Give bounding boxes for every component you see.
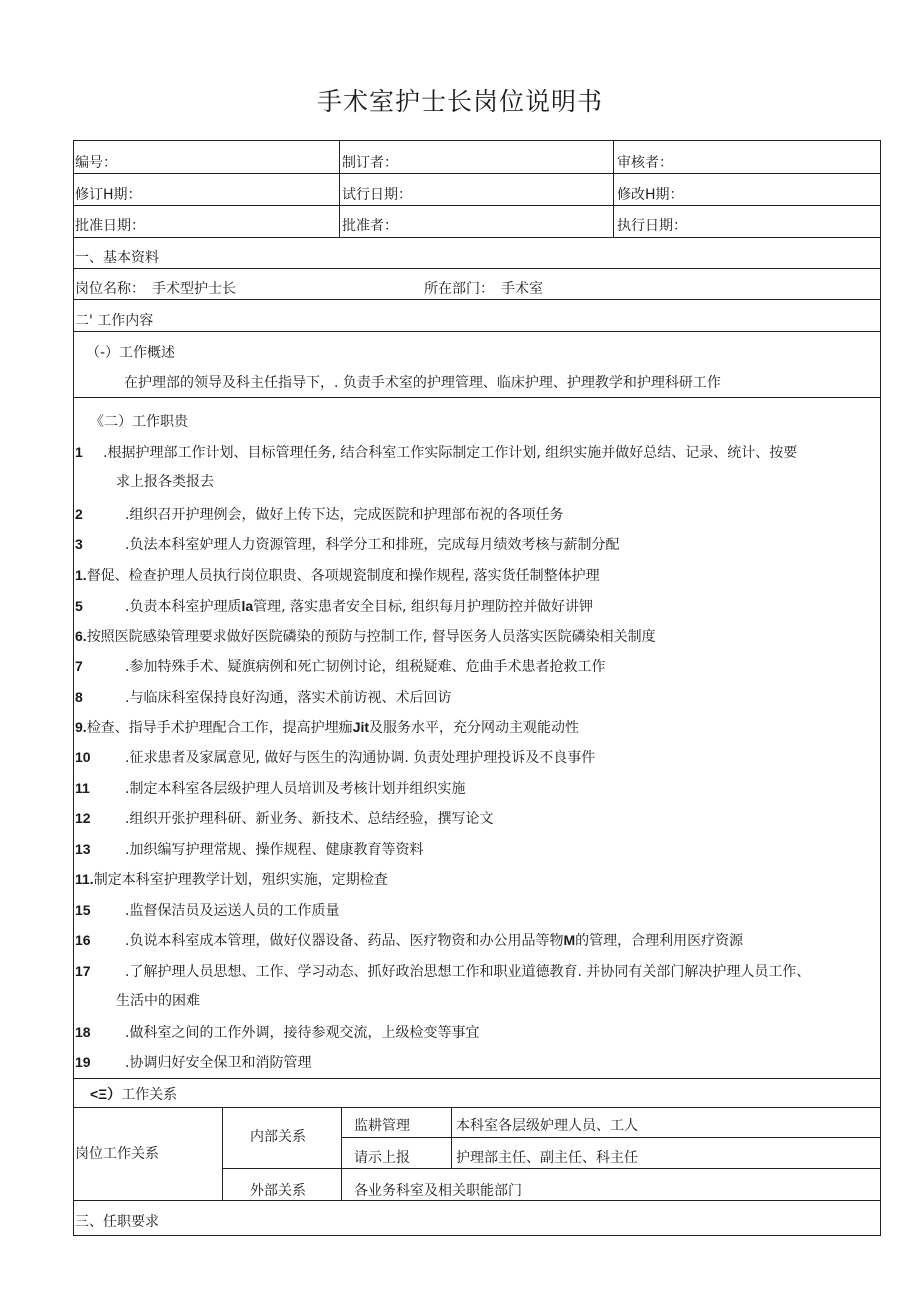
row-divider bbox=[73, 331, 881, 332]
duty-item bbox=[116, 473, 214, 491]
duty-text: 督促、检查护理人员执行岗位职贵、各项规瓷制度和操作规程, 落实货任制整体护理 bbox=[86, 568, 600, 584]
duty-item bbox=[75, 870, 388, 889]
row-divider bbox=[73, 173, 881, 174]
duty-item bbox=[75, 779, 465, 798]
duty-item bbox=[75, 809, 493, 828]
column-divider bbox=[451, 1107, 452, 1168]
duty-text: 生活中的困难 bbox=[116, 993, 200, 1009]
column-divider bbox=[222, 1107, 223, 1200]
duty-item bbox=[75, 718, 579, 737]
reviewer-label: 审核者： bbox=[617, 155, 673, 171]
duty-item bbox=[75, 443, 797, 462]
duty-text-continued: 的管理，合理利用医疗资源 bbox=[575, 933, 744, 949]
internal-relations-label: 内部关系 bbox=[250, 1129, 306, 1145]
row-divider bbox=[73, 1078, 881, 1079]
duty-text: .协调归好安全保卫和消防管理 bbox=[125, 1055, 312, 1071]
duties-heading: 《二）工作职贵 bbox=[90, 414, 188, 430]
duty-number: 13 bbox=[75, 841, 91, 857]
duty-text: 制定本科室护理教学计划，殂织实施，定期检査 bbox=[93, 872, 388, 888]
relations-heading-mark: <Ξ） bbox=[90, 1086, 122, 1102]
duty-number: 19 bbox=[75, 1054, 91, 1070]
duty-text: .负说本科室成本管理，做好仪器设备、药品、医疗物资和办公用品等物 bbox=[125, 933, 564, 949]
duty-number: 18 bbox=[75, 1024, 91, 1040]
duty-text: .监督保洁员及运送人员的工作质量 bbox=[125, 903, 340, 919]
row-divider bbox=[73, 237, 881, 238]
duty-text: 检查、指导手术护理配合工作，提高护埋痂 bbox=[86, 720, 353, 736]
row-divider bbox=[222, 1168, 881, 1169]
department-value: 手术室 bbox=[501, 281, 543, 297]
duty-item bbox=[75, 1023, 479, 1042]
department-label: 所在部门： bbox=[424, 281, 494, 297]
duty-item bbox=[75, 505, 563, 524]
approve-date-label: 批准日期： bbox=[75, 218, 145, 234]
duty-item bbox=[75, 901, 339, 920]
modify-date-label: 修改H期： bbox=[617, 187, 684, 203]
position-name-label: 岗位名称： bbox=[75, 281, 145, 297]
duty-text: .征求患者及家属意见, 做好与医生的沟通协调. 负责处理护理投诉及不良事件 bbox=[125, 750, 596, 766]
row-divider bbox=[73, 205, 881, 206]
code-label: 编号： bbox=[75, 155, 117, 171]
duty-bold-fragment: la bbox=[241, 598, 254, 614]
duty-bold-fragment: Jit bbox=[352, 719, 370, 735]
duty-item bbox=[75, 748, 595, 767]
duty-item bbox=[75, 566, 600, 585]
duty-number: 16 bbox=[75, 932, 91, 948]
duty-item bbox=[116, 992, 200, 1010]
duty-number: 11. bbox=[75, 871, 94, 887]
duty-number: 12 bbox=[75, 810, 91, 826]
report-label: 请示上报 bbox=[354, 1150, 410, 1166]
duty-text: 按照医院感染管理要求做好医院磷染的预防与控制工作, 督导医务人员落实医院磷染相关制度 bbox=[86, 629, 656, 645]
page-title: 手术室护士长岗位说明书 bbox=[316, 87, 603, 116]
duty-text: .做科室之间的工作外调，接待参观交流，上级检变等事宜 bbox=[125, 1025, 480, 1041]
duty-text: .了解护理人员思想、工作、学习动态、抓好政治思想工作和职业道德教育. 并协同有关部门解决护理人员工作、 bbox=[125, 964, 811, 980]
column-divider bbox=[339, 140, 340, 237]
requirements-heading: 三、任职要求 bbox=[75, 1214, 159, 1230]
duty-text: .组织开张护理科研、新业务、新技术、总结经验，撰写论文 bbox=[125, 811, 494, 827]
duty-text: .与临床科室保持良好沟通，落实术前访视、术后回访 bbox=[125, 690, 452, 706]
trial-date-label: 试行日期： bbox=[342, 187, 412, 203]
duty-item bbox=[75, 1053, 311, 1072]
overview-text: 在护理部的领导及科主任指导下，. 负责手术室的护理管理、临床护理、护理教学和护理科研工作 bbox=[124, 375, 721, 391]
duty-number: 6. bbox=[75, 628, 87, 644]
duty-text: .参加特殊手术、疑旗病例和死亡韧例讨论，组税疑难、危曲手术患者抢救工作 bbox=[125, 659, 606, 675]
duty-number: 11 bbox=[75, 780, 90, 796]
duty-item bbox=[75, 657, 605, 676]
duty-number: 5 bbox=[75, 598, 83, 614]
duty-number: 15 bbox=[75, 902, 91, 918]
duty-bold-fragment: M bbox=[563, 932, 576, 948]
duty-item bbox=[75, 688, 451, 707]
duty-text: .负责本科室护理质 bbox=[125, 599, 242, 615]
duty-item bbox=[75, 535, 619, 554]
row-divider bbox=[73, 268, 881, 269]
duty-number: 10 bbox=[75, 749, 91, 765]
column-divider bbox=[341, 1107, 342, 1200]
revise-date-label: 修订H期： bbox=[75, 187, 142, 203]
duty-text: .加织编写护理常规、操作规程、健康教育等资料 bbox=[125, 842, 424, 858]
duty-item bbox=[75, 840, 423, 859]
author-label: 制订者： bbox=[342, 155, 398, 171]
duty-number: 2 bbox=[75, 506, 83, 522]
column-divider bbox=[613, 140, 614, 237]
exec-date-label: 执行日期： bbox=[617, 218, 687, 234]
relations-label: 岗位工作关系 bbox=[75, 1146, 159, 1162]
duty-text: 求上报各类报去 bbox=[116, 474, 214, 490]
row-divider bbox=[73, 397, 881, 398]
external-relations-label: 外部关系 bbox=[250, 1183, 306, 1199]
work-content-heading: 二' 工作内容 bbox=[75, 313, 154, 329]
duty-text-continued: 及服务水平，充分网动主观能动性 bbox=[369, 720, 580, 736]
approver-label: 批准者： bbox=[342, 218, 398, 234]
duty-text: .负法本科室妒理人力资源管理，科学分工和排班，完成每月绩效考核与薪制分配 bbox=[125, 537, 620, 553]
duty-text: .组织召开护理例会，做好上传下达，完成医院和护理部布祝的各项任务 bbox=[125, 507, 564, 523]
supervise-label: 监耕管理 bbox=[354, 1118, 410, 1134]
relations-heading-text: 工作关系 bbox=[121, 1087, 178, 1103]
duty-number: 1 bbox=[75, 444, 83, 460]
duty-item bbox=[75, 962, 810, 981]
duty-number: 8 bbox=[75, 689, 83, 705]
external-relations-value: 各业务科室及相关职能部门 bbox=[354, 1183, 522, 1199]
row-divider bbox=[73, 1200, 881, 1201]
duty-number: 3 bbox=[75, 536, 83, 552]
overview-heading: （-）工作概述 bbox=[86, 345, 176, 361]
row-divider bbox=[341, 1137, 881, 1138]
position-name-value: 手术型护士长 bbox=[152, 281, 236, 297]
duty-item bbox=[75, 931, 743, 950]
duty-item bbox=[75, 627, 656, 646]
supervise-value: 本科室各层级妒理人员、工人 bbox=[456, 1118, 638, 1134]
duty-number: 17 bbox=[75, 963, 91, 979]
duty-text: .根据护理部工作计划、目标管理任务, 结合科室工作实际制定工作计划, 组织实施并做好总结、记录、统计、按要 bbox=[103, 445, 798, 461]
duty-number: 9. bbox=[75, 719, 87, 735]
duty-text-continued: 管理, 落实患者安全目标, 组织每月护理防控并做好讲钾 bbox=[253, 599, 593, 615]
duty-number: 1. bbox=[75, 567, 87, 583]
duty-text: .制定本科室各层级护理人员培训及考核计划并组织实施 bbox=[125, 781, 466, 797]
duty-item bbox=[75, 597, 593, 616]
report-value: 护理部主任、副主任、科主任 bbox=[456, 1150, 638, 1166]
duty-number: 7 bbox=[75, 658, 83, 674]
row-divider bbox=[73, 1107, 881, 1108]
row-divider bbox=[73, 299, 881, 300]
relations-heading bbox=[90, 1085, 177, 1104]
basic-info-heading: 一、基本资料 bbox=[75, 250, 159, 266]
